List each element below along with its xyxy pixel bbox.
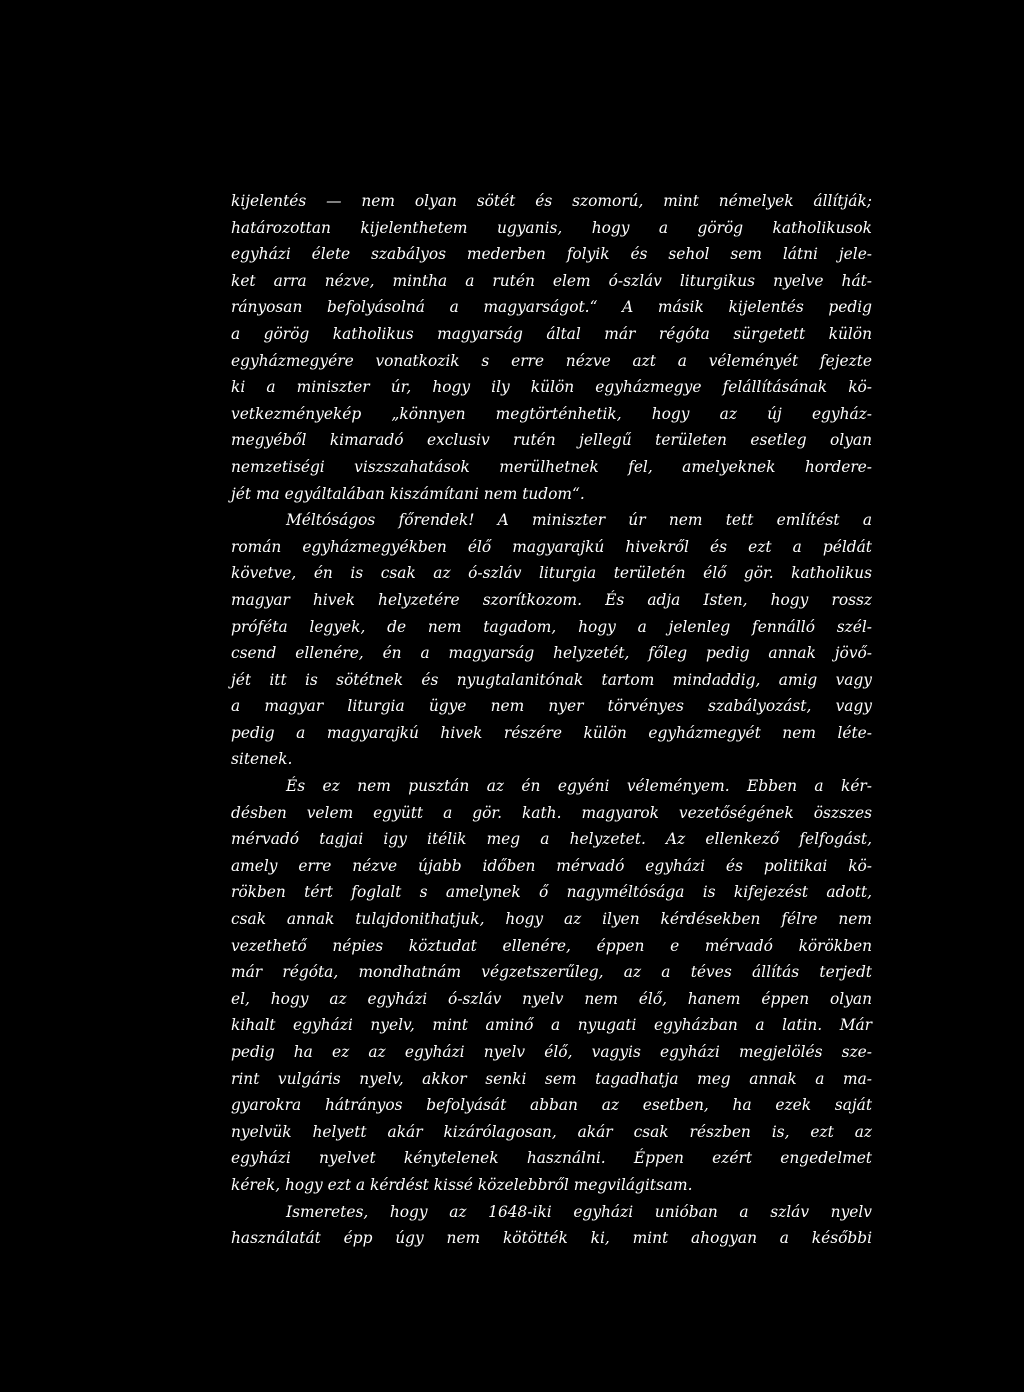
text-line: kihalt egyházi nyelv, mint aminő a nyugati egyházban a latin. Már [231,1016,872,1035]
paragraph-4 [231,1199,872,1252]
text-line: rányosan befolyásolná a magyarságot.“ A másik kijelentés pedig [231,298,872,317]
text-line: sitenek. [231,750,293,769]
text-line: ki a miniszter úr, hogy ily külön egyházmegye felállításának kö- [231,378,872,397]
text-line: a görög katholikus magyarság által már régóta sürgetett külön [231,324,872,343]
text-line: megyéből kimaradó exclusiv rutén jellegű területen esetleg olyan [231,431,872,450]
text-line: vezethető népies köztudat ellenére, éppen e mérvadó körökben [231,936,872,955]
text-line: vetkezményekép „könnyen megtörténhetik, hogy az új egyház- [231,404,872,423]
text-line: amely erre nézve újabb időben mérvadó egyházi és politikai kö- [231,856,872,875]
text-line: egyházmegyére vonatkozik s erre nézve azt a véleményét fejezte [231,351,872,370]
text-line: pedig a magyarajkú hivek részére külön egyházmegyét nem léte- [231,723,872,742]
text-line: csak annak tulajdonithatjuk, hogy az ilyen kérdésekben félre nem [231,910,872,929]
text-line: désben velem együtt a gör. kath. magyarok vezetőségének öszszes [231,803,872,822]
text-line: a magyar liturgia ügye nem nyer törvényes szabályozást, vagy [231,697,872,716]
text-body [231,188,872,1252]
text-line: határozottan kijelenthetem ugyanis, hogy a görög katholikusok [231,218,872,237]
text-line: mérvadó tagjai igy itélik meg a helyzetet. Az ellenkező felfogást, [231,830,872,849]
text-line: kérek, hogy ezt a kérdést kissé közelebbről megvilágitsam. [231,1175,693,1194]
paragraph-3 [231,773,872,1199]
text-line: ket arra nézve, mintha a rutén elem ó-szláv liturgikus nyelve hát- [231,271,872,290]
text-line: magyar hivek helyzetére szorítkozom. És adja Isten, hogy rossz [231,590,872,609]
text-line: próféta legyek, de nem tagadom, hogy a jelenleg fennálló szél- [231,617,872,636]
text-line: kijelentés — nem olyan sötét és szomorú, mint némelyek állítják; [231,192,872,210]
text-line: jét itt is sötétnek és nyugtalanitónak tartom mindaddig, amig vagy [231,670,872,689]
text-line: Méltóságos főrendek! A miniszter úr nem tett említést a [286,511,872,530]
paragraph-1 [231,188,872,507]
text-line: követve, én is csak az ó-szláv liturgia területén élő gör. katholikus [231,564,872,583]
text-line: nemzetiségi viszszahatások merülhetnek fel, amelyeknek hordere- [231,457,872,476]
text-line: román egyházmegyékben élő magyarajkú hivekről és ezt a példát [231,537,872,556]
text-line: gyarokra hátrányos befolyását abban az esetben, ha ezek saját [231,1096,872,1115]
text-line: rint vulgáris nyelv, akkor senki sem tagadhatja meg annak a ma- [231,1069,872,1088]
text-line: jét ma egyáltalában kiszámítani nem tudom“. [231,484,585,503]
text-line: pedig ha ez az egyházi nyelv élő, vagyis egyházi megjelölés sze- [231,1043,872,1061]
text-line: rökben tért foglalt s amelynek ő nagyméltósága is kifejezést adott, [231,883,872,902]
text-line: És ez nem pusztán az én egyéni véleményem. Ebben a kér- [286,777,872,796]
paragraph-2 [231,507,872,773]
text-line: használatát épp úgy nem kötötték ki, mint ahogyan a későbbi [231,1229,872,1248]
text-line: el, hogy az egyházi ó-szláv nyelv nem élő, hanem éppen olyan [231,989,872,1008]
text-line: már régóta, mondhatnám végzetszerűleg, az a téves állítás terjedt [231,963,872,982]
text-line: nyelvük helyett akár kizárólagosan, akár csak részben is, ezt az [231,1122,872,1141]
text-line: Ismeretes, hogy az 1648-iki egyházi unióban a szláv nyelv [286,1202,872,1221]
text-line: egyházi élete szabályos mederben folyik és sehol sem látni jele- [231,245,872,264]
text-line: csend ellenére, én a magyarság helyzetét, főleg pedig annak jövő- [231,644,872,663]
text-line: egyházi nyelvet kénytelenek használni. Éppen ezért engedelmet [231,1149,872,1168]
